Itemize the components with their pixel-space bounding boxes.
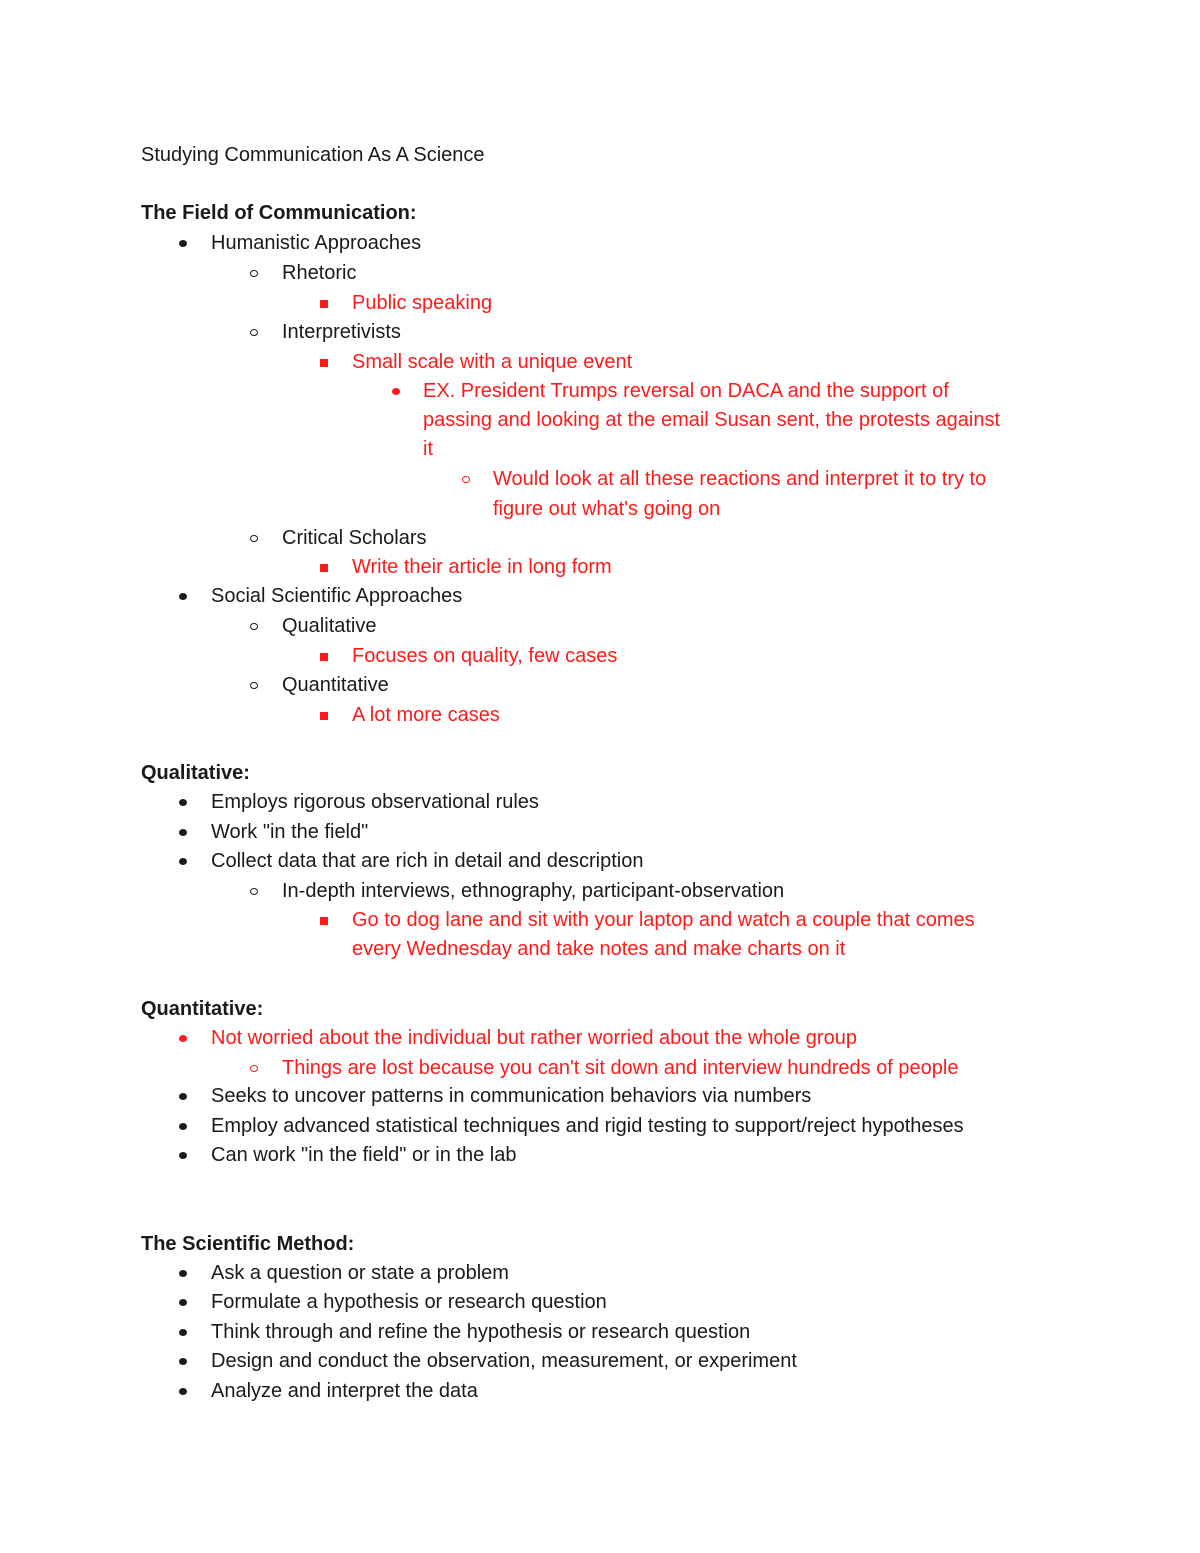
hollow-circle-bullet-icon	[247, 523, 267, 553]
hollow-circle-bullet-icon	[247, 670, 267, 700]
filled-bullet-icon	[175, 1111, 195, 1141]
list-item-text: Collect data that are rich in detail and description	[211, 850, 644, 872]
list-item-text: Employs rigorous observational rules	[211, 791, 539, 813]
list-item-text: Formulate a hypothesis or research question	[211, 1291, 607, 1313]
filled-bullet-icon	[175, 228, 195, 258]
filled-bullet-icon	[175, 1023, 195, 1053]
list-item-text: Work "in the field"	[211, 821, 369, 843]
filled-bullet-icon	[175, 1258, 195, 1288]
document-title: Studying Communication As A Science	[141, 144, 485, 166]
filled-bullet-icon	[175, 1140, 195, 1170]
list-item-text: Design and conduct the observation, measurement, or experiment	[211, 1350, 797, 1372]
square-bullet-icon	[317, 905, 337, 935]
annotation-text: Would look at all these reactions and interpret it to try to	[493, 468, 987, 490]
list-item-text: Humanistic Approaches	[211, 232, 422, 254]
annotation-text: Go to dog lane and sit with your laptop and watch a couple that comes	[352, 909, 975, 931]
section-heading-quantitative: Quantitative:	[141, 998, 264, 1020]
list-item-text: Can work "in the field" or in the lab	[211, 1144, 517, 1166]
list-item-text: Ask a question or state a problem	[211, 1262, 509, 1284]
annotation-text: Focuses on quality, few cases	[352, 645, 618, 667]
filled-bullet-icon	[388, 376, 408, 406]
section-heading-field: The Field of Communication:	[141, 202, 417, 224]
annotation-text: every Wednesday and take notes and make charts on it	[352, 938, 846, 960]
filled-bullet-icon	[175, 846, 195, 876]
filled-bullet-icon	[175, 1376, 195, 1406]
hollow-circle-bullet-icon	[459, 464, 479, 494]
annotation-text: passing and looking at the email Susan sent, the protests against	[423, 409, 1001, 431]
annotation-text: figure out what's going on	[493, 498, 721, 520]
list-item-text: Quantitative	[282, 674, 389, 696]
list-item-text: Social Scientific Approaches	[211, 585, 463, 607]
list-item-text: Qualitative	[282, 615, 377, 637]
filled-bullet-icon	[175, 1346, 195, 1376]
annotation-text: Write their article in long form	[352, 556, 612, 578]
filled-bullet-icon	[175, 1081, 195, 1111]
filled-bullet-icon	[175, 817, 195, 847]
annotation-text: Public speaking	[352, 292, 493, 314]
filled-bullet-icon	[175, 1317, 195, 1347]
section-heading-scientific-method: The Scientific Method:	[141, 1233, 355, 1255]
list-item-text: Think through and refine the hypothesis or research question	[211, 1321, 751, 1343]
list-item-text: Interpretivists	[282, 321, 401, 343]
section-heading-qualitative: Qualitative:	[141, 762, 250, 784]
square-bullet-icon	[317, 552, 337, 582]
list-item-text: Seeks to uncover patterns in communication behaviors via numbers	[211, 1085, 812, 1107]
list-item-text: Analyze and interpret the data	[211, 1380, 478, 1402]
annotation-text: it	[423, 438, 433, 460]
annotation-text: Things are lost because you can't sit down and interview hundreds of people	[282, 1057, 959, 1079]
square-bullet-icon	[317, 288, 337, 318]
hollow-circle-bullet-icon	[247, 876, 267, 906]
list-item-text: Employ advanced statistical techniques and rigid testing to support/reject hypotheses	[211, 1115, 964, 1137]
filled-bullet-icon	[175, 1287, 195, 1317]
annotation-text: EX. President Trumps reversal on DACA and the support of	[423, 380, 949, 402]
list-item-text: In-depth interviews, ethnography, participant-observation	[282, 880, 785, 902]
annotation-text: A lot more cases	[352, 704, 500, 726]
hollow-circle-bullet-icon	[247, 317, 267, 347]
square-bullet-icon	[317, 347, 337, 377]
hollow-circle-bullet-icon	[247, 611, 267, 641]
hollow-circle-bullet-icon	[247, 1053, 267, 1083]
hollow-circle-bullet-icon	[247, 258, 267, 288]
filled-bullet-icon	[175, 787, 195, 817]
square-bullet-icon	[317, 641, 337, 671]
list-item-text: Rhetoric	[282, 262, 357, 284]
filled-bullet-icon	[175, 581, 195, 611]
annotation-text: Not worried about the individual but rather worried about the whole group	[211, 1027, 857, 1049]
list-item-text: Critical Scholars	[282, 527, 427, 549]
square-bullet-icon	[317, 700, 337, 730]
annotation-text: Small scale with a unique event	[352, 351, 633, 373]
